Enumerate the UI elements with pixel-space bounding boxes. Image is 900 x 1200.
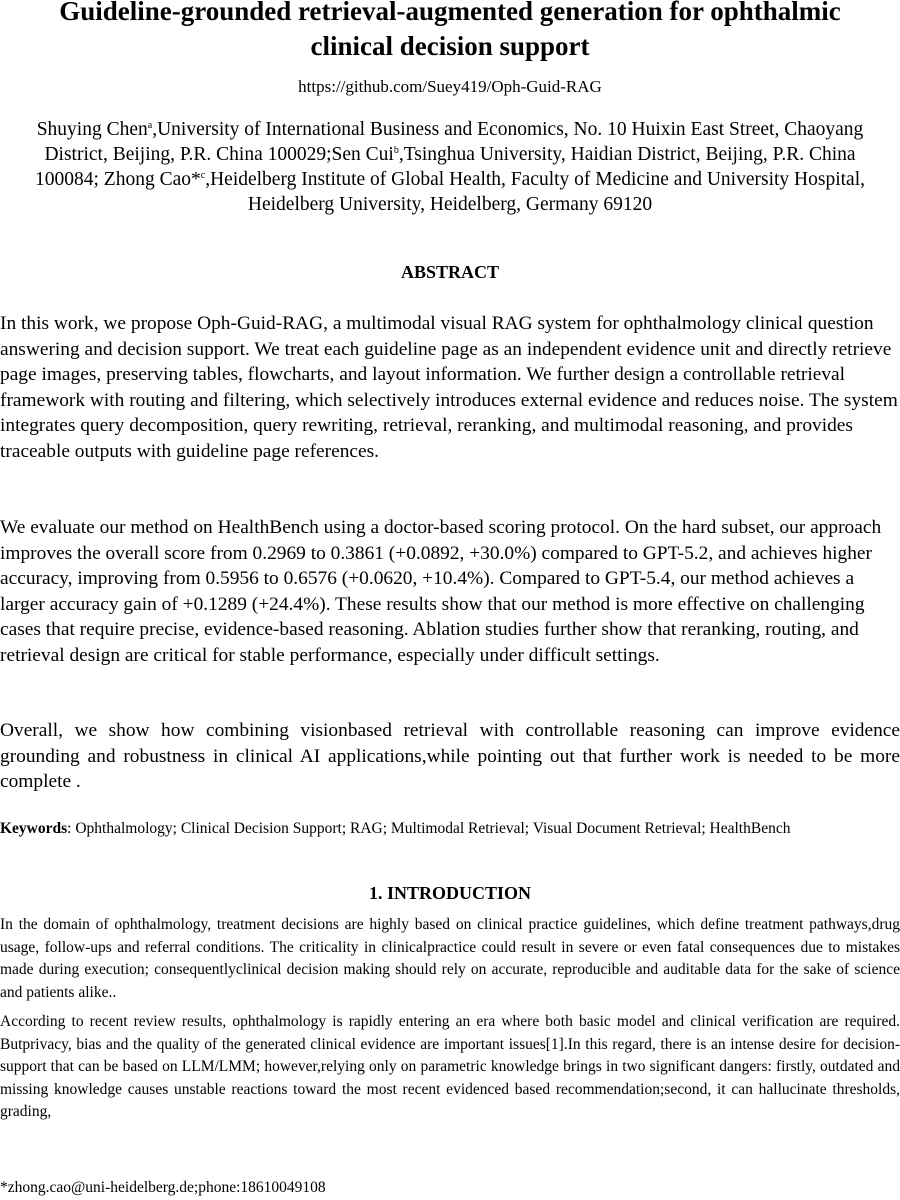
keywords	[0, 819, 880, 839]
affiliation-mark: b	[393, 145, 399, 156]
author-affiliation: ,Heidelberg Institute of Global Health, Faculty of Medicine and University Hospital, Heidelberg University, Heidelberg, Germany 69120	[205, 169, 865, 215]
abstract-paragraph: We evaluate our method on HealthBench using a doctor-based scoring protocol. On the hard subset, our approach improves the overall score from 0.2969 to 0.3861 (+0.0892, +30.0%) compared to GPT-5.2, and achieves higher accuracy, improving from 0.5956 to 0.6576 (+0.0620, +10.4%). Compared to GPT-5.4, our method achieves a larger accuracy gain of +0.1289 (+24.4%). These results show that our method is more effective on challenging cases that require precise, evidence-based reasoning. Ablation studies further show that reranking, routing, and retrieval design are critical for stable performance, especially under difficult settings.	[0, 517, 882, 666]
author-name: Shuying Chen	[36, 119, 148, 140]
affiliation-mark: a	[147, 120, 153, 131]
author-affiliations	[20, 117, 880, 217]
keywords-label: Keywords	[0, 820, 68, 837]
author-affiliation: ,University of International Business and Economics, No. 10 Huixin East Street, Chaoyang District, Beijing, P.R. China 100029;	[44, 119, 864, 165]
affiliation-mark: c	[200, 170, 206, 181]
author-name: Zhong Cao*	[103, 169, 201, 190]
author-affiliation: ,Tsinghua University, Haidian District, Beijing, P.R. China 100084;	[35, 144, 856, 190]
abstract-heading: ABSTRACT	[400, 262, 500, 282]
corresponding-author-footnote: *zhong.cao@uni-heidelberg.de;phone:18610049108	[0, 1179, 326, 1196]
keywords-list: : Ophthalmology; Clinical Decision Support; RAG; Multimodal Retrieval; Visual Document Retrieval; HealthBench	[67, 820, 791, 837]
introduction-paragraph: In the domain of ophthalmology, treatment decisions are highly based on clinical practice guidelines, which define treatment pathways,drug usage, follow-ups and referral conditions. The criticality in clinicalpractice could result in severe or even fatal consequences due to mistakes made during execution; consequentlyclinical decision making should rely on accurate, reproducible and auditable data for the sake of science and patients alike..	[0, 916, 900, 1001]
author-name: Sen Cui	[331, 144, 394, 165]
abstract-paragraph: In this work, we propose Oph-Guid-RAG, a multimodal visual RAG system for ophthalmology clinical question answering and decision support. We treat each guideline page as an independent evidence unit and directly retrieve page images, preserving tables, flowcharts, and layout information. We further design a controllable retrieval framework with routing and filtering, which selectively introduces external evidence and reduces noise. The system integrates query decomposition, query rewriting, retrieval, reranking, and multimodal reasoning, and provides traceable outputs with guideline page references.	[0, 313, 898, 462]
repo-link[interactable]: https://github.com/Suey419/Oph-Guid-RAG	[298, 77, 602, 96]
paper-title: Guideline-grounded retrieval-augmented generation for ophthalmic clinical decision support	[59, 0, 841, 61]
abstract-paragraph: Overall, we show how combining visionbased retrieval with controllable reasoning can improve evidence grounding and robustness in clinical AI applications,while pointing out that further work is needed to be more complete .	[0, 720, 900, 792]
introduction-heading: 1. INTRODUCTION	[368, 883, 532, 903]
introduction-paragraph: According to recent review results, ophthalmology is rapidly entering an era where both basic model and clinical verification are required. Butprivacy, bias and the quality of the generated clinical evidence are important issues[1].In this regard, there is an intense desire for decision-support that can be based on LLM/LMM; however,relying only on parametric knowledge brings in two significant dangers: firstly, outdated and missing knowledge causes unstable reactions toward the most recent evidenced based recommendation;second, it can hallucinate thresholds, grading,	[0, 1013, 900, 1120]
